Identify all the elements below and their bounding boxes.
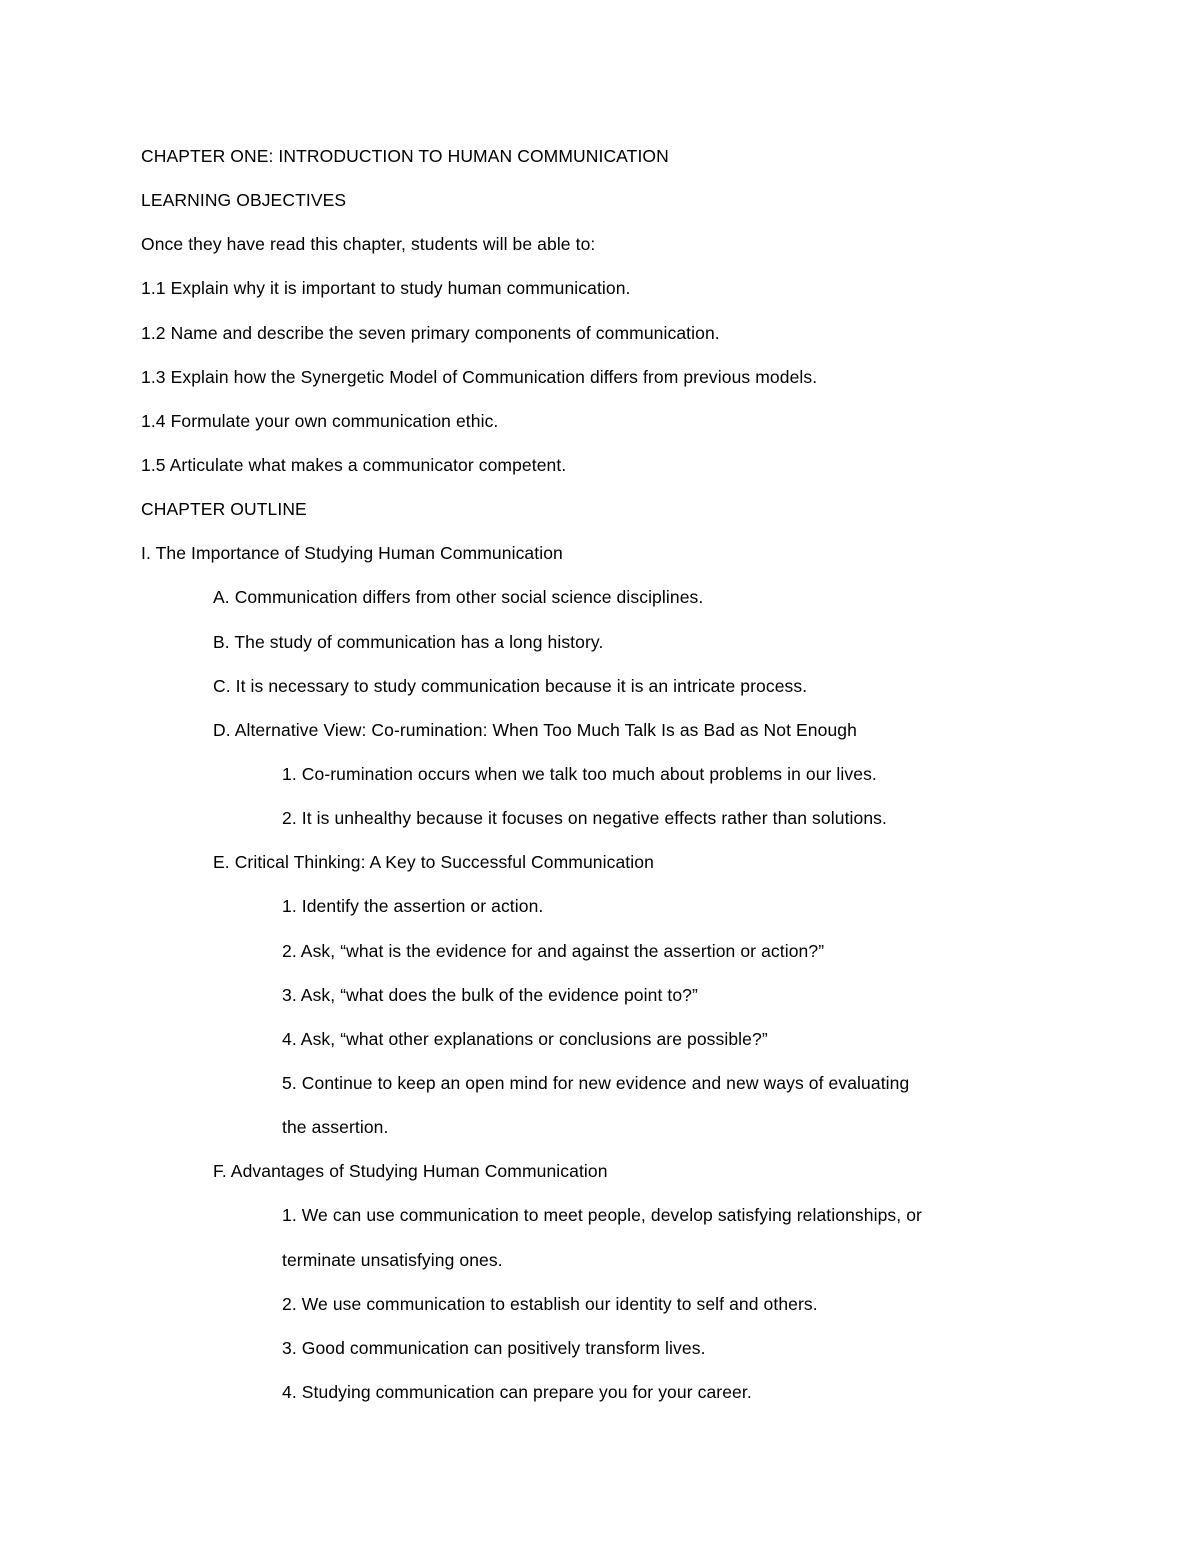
objective-item: 1.1 Explain why it is important to study human communication.: [141, 278, 631, 299]
outline-subitem: 3. Ask, “what does the bulk of the evidence point to?”: [282, 984, 698, 1005]
outline-item-d: D. Alternative View: Co-rumination: When Too Much Talk Is as Bad as Not Enough: [213, 719, 857, 740]
outline-subitem: 1. Co-rumination occurs when we talk too much about problems in our lives.: [282, 763, 877, 784]
outline-item-c: C. It is necessary to study communication because it is an intricate process.: [213, 675, 808, 696]
document-content: [141, 140, 1041, 1420]
objective-item: 1.3 Explain how the Synergetic Model of Communication differs from previous models.: [141, 366, 818, 387]
outline-subitem: 1. Identify the assertion or action.: [282, 896, 544, 917]
objectives-heading: LEARNING OBJECTIVES: [141, 190, 347, 211]
outline-heading: CHAPTER OUTLINE: [141, 499, 307, 520]
outline-subitem-continuation: the assertion.: [282, 1117, 389, 1138]
outline-subitem: 1. We can use communication to meet people, develop satisfying relationships, or: [282, 1205, 922, 1226]
outline-item-e: E. Critical Thinking: A Key to Successful Communication: [213, 852, 654, 873]
outline-item-f: F. Advantages of Studying Human Communication: [213, 1161, 608, 1182]
outline-subitem: 2. Ask, “what is the evidence for and against the assertion or action?”: [282, 940, 825, 961]
chapter-title: CHAPTER ONE: INTRODUCTION TO HUMAN COMMUNICATION: [141, 146, 669, 166]
outline-subitem: 3. Good communication can positively transform lives.: [282, 1337, 706, 1358]
outline-item-b: B. The study of communication has a long history.: [213, 631, 604, 652]
objective-item: 1.2 Name and describe the seven primary components of communication.: [141, 322, 720, 343]
outline-subitem-continuation: terminate unsatisfying ones.: [282, 1249, 503, 1270]
objectives-intro: Once they have read this chapter, students will be able to:: [141, 234, 596, 255]
objective-item: 1.4 Formulate your own communication ethic.: [141, 410, 499, 431]
outline-subitem: 2. We use communication to establish our identity to self and others.: [282, 1293, 818, 1314]
outline-section-i: I. The Importance of Studying Human Communication: [141, 543, 563, 564]
outline-subitem: 4. Studying communication can prepare you for your career.: [282, 1381, 752, 1402]
outline-item-a: A. Communication differs from other social science disciplines.: [213, 587, 704, 608]
objective-item: 1.5 Articulate what makes a communicator competent.: [141, 454, 567, 475]
outline-subitem: 4. Ask, “what other explanations or conclusions are possible?”: [282, 1028, 768, 1049]
outline-subitem: 2. It is unhealthy because it focuses on negative effects rather than solutions.: [282, 808, 887, 829]
outline-subitem: 5. Continue to keep an open mind for new evidence and new ways of evaluating: [282, 1072, 910, 1093]
